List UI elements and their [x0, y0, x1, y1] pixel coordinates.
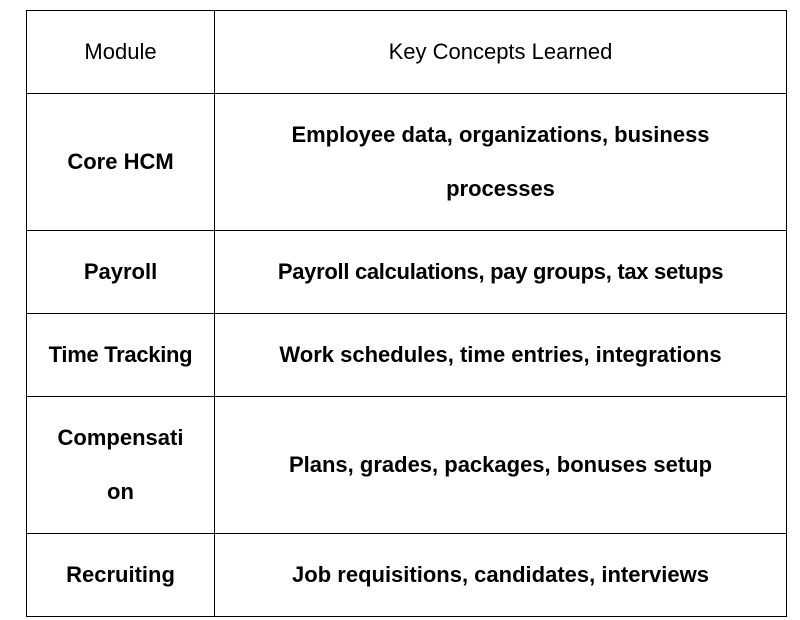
module-cell: Recruiting — [27, 534, 215, 617]
header-key-concepts: Key Concepts Learned — [215, 11, 787, 94]
concepts-cell: Work schedules, time entries, integrations — [215, 314, 787, 397]
concepts-cell: Employee data, organizations, business processes — [215, 94, 787, 231]
modules-table — [26, 10, 787, 617]
header-module: Module — [27, 11, 215, 94]
table-row — [27, 534, 787, 617]
header-row — [27, 11, 787, 94]
module-cell: Compensation — [27, 397, 215, 534]
concepts-cell: Payroll calculations, pay groups, tax setups — [215, 231, 787, 314]
table-row — [27, 314, 787, 397]
table-row — [27, 231, 787, 314]
table-row — [27, 94, 787, 231]
module-cell: Payroll — [27, 231, 215, 314]
concepts-cell: Job requisitions, candidates, interviews — [215, 534, 787, 617]
concepts-cell: Plans, grades, packages, bonuses setup — [215, 397, 787, 534]
module-cell: Time Tracking — [27, 314, 215, 397]
module-cell: Core HCM — [27, 94, 215, 231]
table-row — [27, 397, 787, 534]
